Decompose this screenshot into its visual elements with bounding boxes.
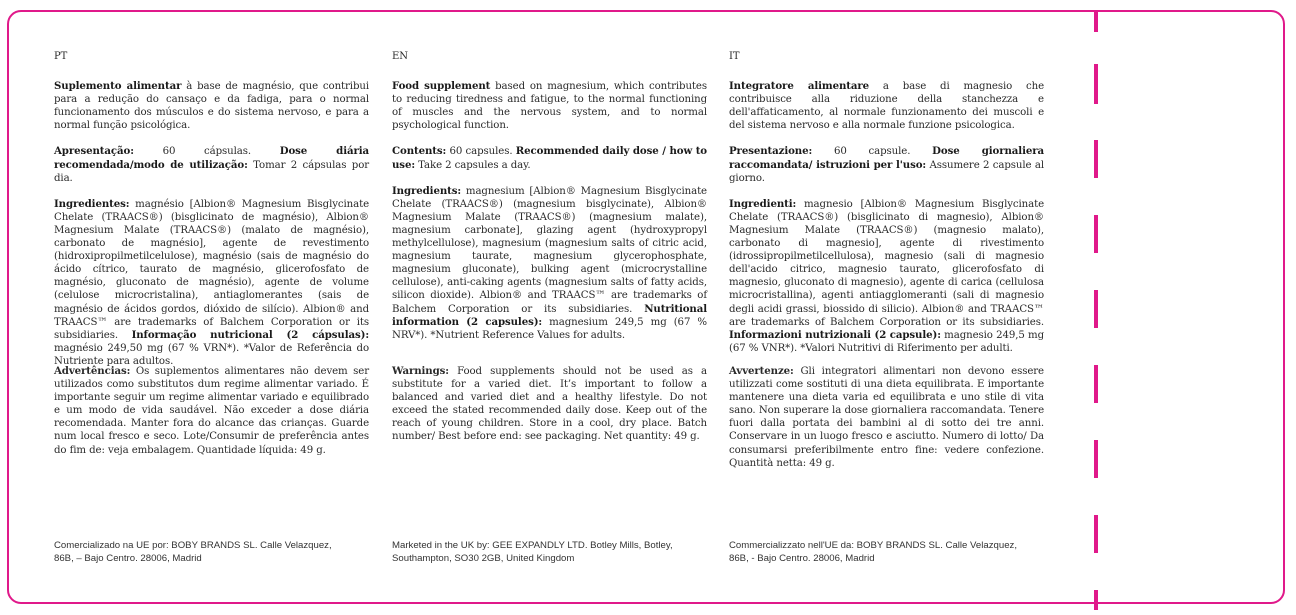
footer-it: Commercializzato nell'UE da: BOBY BRANDS SL. Calle Velazquez, 86B, - Bajo Centro. 28006, Madrid <box>729 540 1017 564</box>
nutrition-label: Informação nutricional (2 cápsulas): <box>131 328 369 341</box>
presentation-label: Apresentação: <box>54 145 134 158</box>
presentation-text: 60 capsules. <box>446 146 516 158</box>
nutrition-text: magnesio 249,5 mg (67 % VNR*). *Valori Nutritivi di Riferimento per adulti. <box>729 329 1044 354</box>
ingredients-label: Ingredientes: <box>54 197 130 210</box>
ingredients-text: magnesio [Albion® Magnesium Bisglycinate Chelate (TRAACS®) (bisglicinato di magnesio), Albion® Magnesium Malate (TRAACS®) (magnesio malato), carbonato di magnesio], agente di rivestimento (idrossipropilmetilcellulosa), magnesio (sali di magnesio dell'acido citrico, magnesio taurato, glicerofosfato di magnesio, gluconato di magnesio), agente di carica (cellulosa microcristallina), agenti antiagglomeranti (sali di magnesio degli acidi grassi, biossido di silicio). Albion® and TRAACS™ are trademarks of Balchem Corporation or its subsidiaries. <box>729 198 1044 328</box>
nutrition-text: magnésio 249,50 mg (67 % VRN*). *Valor de Referência do Nutriente para adultos. <box>54 342 369 367</box>
ingredients <box>729 198 1044 355</box>
warnings-label: Warnings: <box>392 365 449 377</box>
column-it <box>729 50 1044 368</box>
nutrition-label: Informazioni nutrizionali (2 capsule): <box>729 328 941 341</box>
description-text: based on magnesium, which contributes to reducing tiredness and fatigue, to the normal functioning of muscles and the nervous system, and to normal psychological function. <box>392 81 707 132</box>
description-heading: Suplemento alimentar <box>54 80 182 93</box>
presentation-dose <box>392 145 707 171</box>
presentation-text: 60 capsule. <box>812 146 933 158</box>
presentation-text: 60 cápsulas. <box>133 146 280 158</box>
ingredients <box>54 198 369 368</box>
dose-text: Take 2 capsules a day. <box>415 159 531 171</box>
product-description <box>54 80 369 132</box>
product-description <box>729 80 1044 132</box>
ingredients-label: Ingredienti: <box>729 197 797 210</box>
nutrition-text: magnesium 249,5 mg (67 % NRV*). *Nutrient Reference Values for adults. <box>392 316 707 341</box>
description-text: à base de magnésio, que contribui para a redução do cansaço e da fadiga, para o normal funcionamento dos músculos e do sistema nervoso, e para a normal função psicológica. <box>54 81 369 132</box>
column-en <box>392 50 707 355</box>
footer-en: Marketed in the UK by: GEE EXPANDLY LTD. Botley Mills, Botley, Southampton, SO30 2GB, United Kingdom <box>392 540 673 564</box>
column-pt <box>54 50 369 381</box>
description-heading: Integratore alimentare <box>729 80 870 93</box>
dose-label: Dose giornaliera raccomandata/ istruzioni per l'uso: <box>729 145 1044 171</box>
ingredients <box>392 185 707 342</box>
footer-pt: Comercializado na UE por: BOBY BRANDS SL. Calle Velazquez, 86B, – Bajo Centro. 28006, Madrid <box>54 540 332 564</box>
ingredients-text: magnesium [Albion® Magnesium Bisglycinate Chelate (TRAACS®) (magnesium bisglycinate), Albion® Magnesium Malate (TRAACS®) (magnesium malate), magnesium carbonate], glazing agent (hydroxypropyl methylcellulose), magnesium (magnesium salts of citric acid, magnesium taurate, magnesium glycerophosphate, magnesium gluconate), bulking agent (microcrystalline cellulose), anti-caking agents (magnesium salts of fatty acids, silicon dioxide). Albion® and TRAACS™ are trademarks of Balchem Corporation or its subsidiaries. <box>392 185 707 315</box>
dose-label: Recommended daily dose / how to use: <box>392 145 708 171</box>
language-code: EN <box>392 51 408 62</box>
warnings-pt <box>54 365 369 457</box>
warnings-it <box>729 365 1044 470</box>
description-text: a base di magnesio che contribuisce alla riduzione della stanchezza e dell'affaticamento, al normale funzionamento dei muscoli e del sistema nervoso e alla normale funzione psicologica. <box>729 81 1045 132</box>
presentation-label: Contents: <box>392 145 447 158</box>
dose-text: Tomar 2 cápsulas por dia. <box>54 159 369 184</box>
language-code: PT <box>54 51 68 62</box>
warnings-text: Os suplementos alimentares não devem ser utilizados como substitutos dum regime alimentar variado. É importante seguir um regime alimentar variado e equilibrado e um modo de vida saudável. Não exceder a dose diária recomendada. Manter fora do alcance das crianças. Guarde num local fresco e seco. Lote/Consumir de preferência antes do fim de: veja embalagem. Quantidade líquida: 49 g. <box>54 366 369 456</box>
warnings-text: Gli integratori alimentari non devono essere utilizzati come sostituti di una dieta equilibrata. E importante mantenere una dieta varia ed equilibrata e uno stile di vita sano. Non superare la dose giornaliera raccomandata. Tenere fuori dalla portata dei bambini al di sotto dei tre anni. Conservare in un luogo fresco e asciutto. Numero di lotto/ Da consumarsi preferibilmente entro fine: vedere confezione. Quantità netta: 49 g. <box>729 366 1044 469</box>
dose-label: Dose diária recomendada/modo de utilização: <box>54 145 369 171</box>
presentation-dose <box>729 145 1044 184</box>
warnings-label: Avvertenze: <box>729 365 794 377</box>
ingredients-label: Ingredients: <box>392 184 462 197</box>
product-description <box>392 80 707 132</box>
language-code: IT <box>729 51 740 62</box>
warnings-label: Advertências: <box>54 365 131 377</box>
presentation-label: Presentazione: <box>729 145 813 158</box>
warnings-en <box>392 365 707 444</box>
warnings-text: Food supplements should not be used as a substitute for a varied diet. It’s important to follow a balanced and varied diet and a healthy lifestyle. Do not exceed the stated recommended daily dose. Keep out of the reach of young children. Store in a cool, dry place. Batch number/ Best before end: see packaging. Net quantity: 49 g. <box>392 366 707 443</box>
description-heading: Food supplement <box>392 80 491 93</box>
ingredients-text: magnésio [Albion® Magnesium Bisglycinate Chelate (TRAACS®) (bisglicinato de magnésio), Albion® Magnesium Malate (TRAACS®) (malato de magnésio), carbonato de magnésio], agente de revestimento (hidroxipropilmetilcelulose), magnésio (sais de magnésio do ácido cítrico, taurato de magnésio, glicerofosfato de magnésio, gluconato de magnésio), agente de volume (celulose microcristalina), antiaglomerantes (sais de magnésio de ácidos gordos, dióxido de silício). Albion® and TRAACS™ are trademarks of Balchem Corporation or its subsidiaries. <box>54 198 369 341</box>
dose-text: Assumere 2 capsule al giorno. <box>729 159 1044 184</box>
presentation-dose <box>54 145 369 184</box>
nutrition-label: Nutritional information (2 capsules): <box>392 302 707 328</box>
